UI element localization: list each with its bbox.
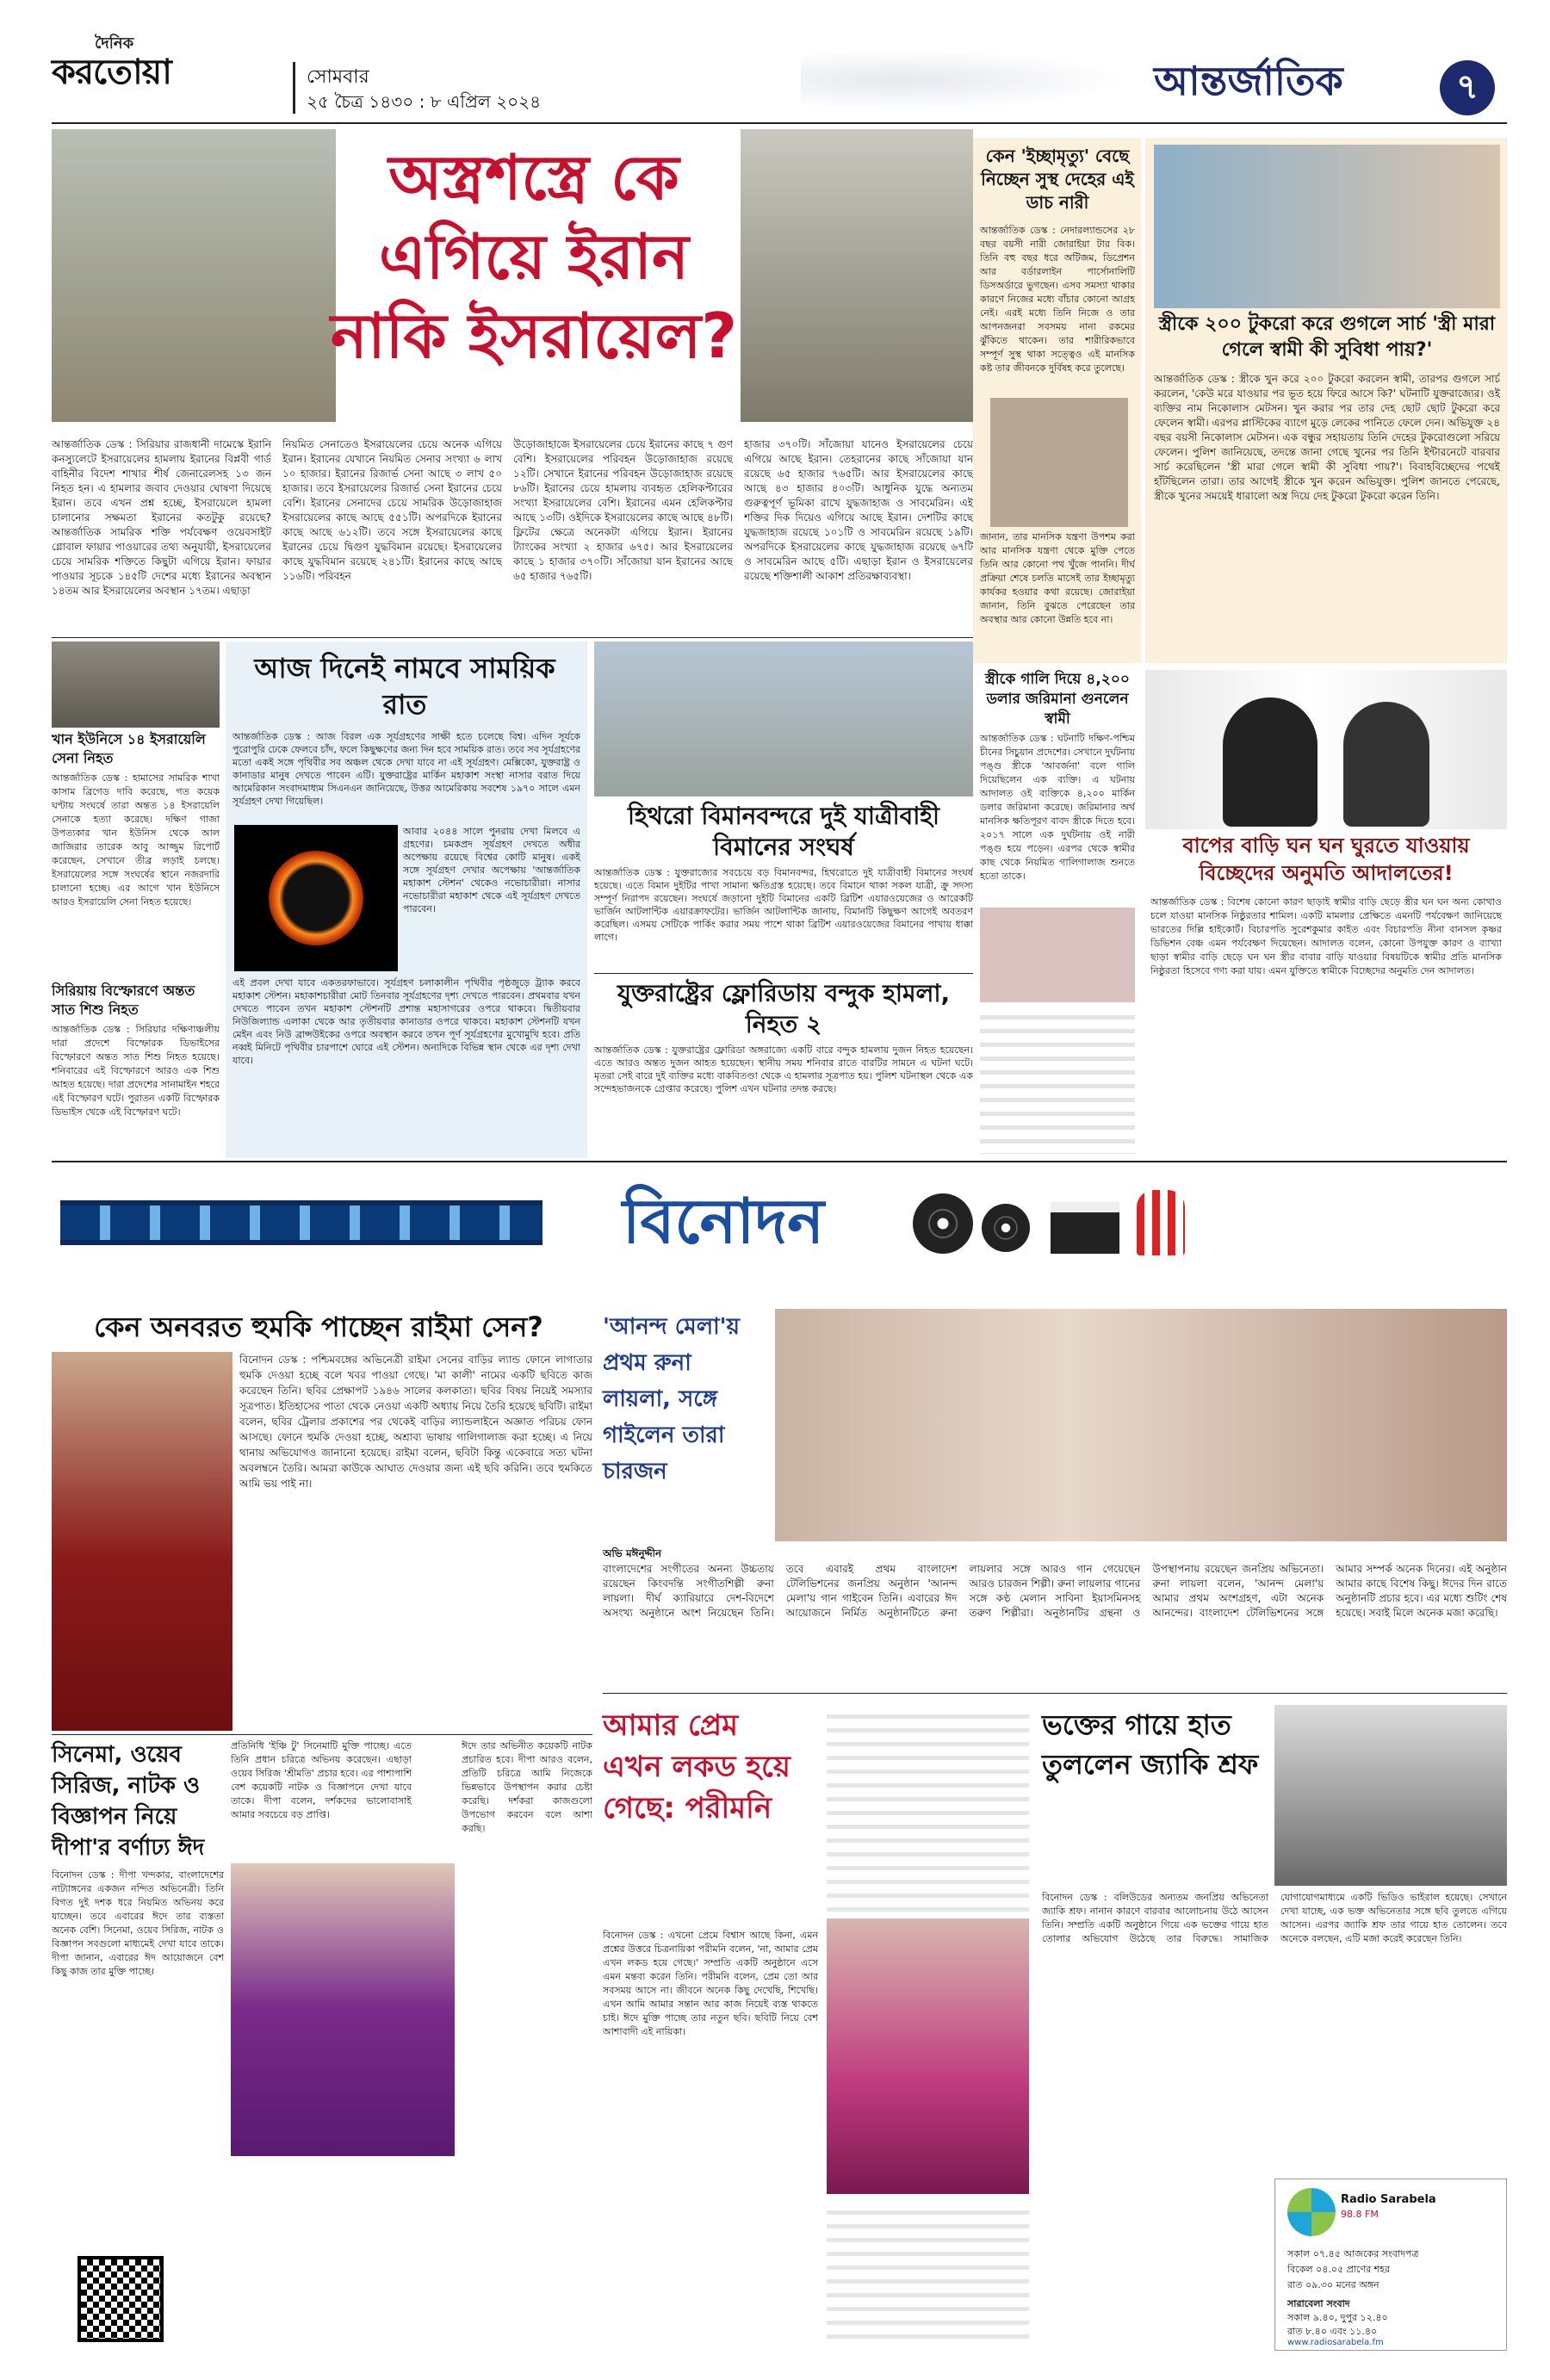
porimoni-body-cont bbox=[827, 1705, 1029, 1912]
couple-photo bbox=[1154, 145, 1500, 308]
abuse-body: আন্তর্জাতিক ডেস্ক : ঘটনাটি দক্ষিণ-পশ্চিম চীনের সিচুয়ান প্রদেশের। সেখানে দুর্ঘটনায় পঙ্গু স্ত্রীকে 'আবর্জনা' বলে গালি দিয়েছিলেন এক ব্যক্তি। এ ঘটনায় আদালত ওই ব্যক্তিকে ৪,২০০ মার্কিন ডলার জরিমানা করেছে। জরিমানার অর্থ মানসিক ক্ষতিপূরণ বাবদ স্ত্রীকে দিতে হবে। ২০১৭ সালে এক দুর্ঘটনায় ওই নারী পঙ্গু হয়ে পড়েন। এরপর থেকে স্বামীর কাছ থেকে নিয়মিত গালিগালাজ শুনতে হতো তাকে। bbox=[980, 733, 1135, 882]
porimoni-body-cont-2 bbox=[827, 2201, 1029, 2342]
paper-name: করতোয়া bbox=[52, 53, 171, 92]
dipa-photo bbox=[231, 1863, 455, 2156]
silhouette-photo bbox=[1145, 670, 1507, 829]
silhouette-woman bbox=[1343, 702, 1429, 827]
jackie-headline: ভক্তের গায়ে হাত তুললেন জ্যাকি শ্রফ bbox=[1042, 1708, 1259, 1781]
khan-younis-body: আন্তর্জাতিক ডেস্ক : হামাসের সামরিক শাখা কাসাম ব্রিগেড দাবি করেছে, গত কয়েক ঘণ্টায় সংঘর্ষে তারা অন্তত ১৪ ইসরায়েলি সেনাকে হত্যা করেছে। দক্ষিণ গাজা উপত্যকার খান ইউনিস থেকে আল জাজিরার তারেক আবু আজ্জুম রিপোর্ট করেছেন, সেখানে তীব্র লড়াই চলছে। ইসরায়েলের সঙ্গে সংঘর্ষের স্থানে নজরদারি চালানো হচ্ছে। এর আগে খান ইউনিসে আরও ইসরায়েলি সেনা নিহত হয়েছে। bbox=[52, 772, 220, 908]
runa-rule bbox=[603, 1693, 1507, 1694]
masthead bbox=[0, 0, 1550, 121]
soldier-photo-left bbox=[52, 129, 336, 422]
masthead-divider bbox=[293, 62, 295, 114]
runa-headline-box bbox=[603, 1309, 766, 1541]
dipa-body-3: ঈদে তার অভিনীত কয়েকটি নাটক প্রচারিত হবে। দীপা আরও বলেন, প্রতিটি চরিত্রে আমি নিজেকে ভিন্নভাবে উপস্থাপন করার চেষ্টা করেছি। দর্শকরা কাজগুলো উপভোগ করবেন বলে আশা করছি। bbox=[462, 1740, 592, 1834]
film-reel-icon-2 bbox=[982, 1204, 1030, 1252]
war-photo bbox=[52, 641, 220, 728]
lead-col-1: আন্তর্জাতিক ডেস্ক : সিরিয়ার রাজধানী দামেস্কে ইরানি কনস্যুলেটে ইসরায়েলের হামলায় ইরানের বিপ্লবী গার্ড বাহিনীর বিদেশ শাখার শীর্ষ জেনারেলসহ ১৩ জন নিহত হন। এ হামলার জবাব দেওয়ার ঘোষণা দিয়েছে ইরান। তবে এখন প্রশ্ন হচ্ছে, ইসরায়েলে হামলা চালানোর সক্ষমতা ইরানের কতটুকু রয়েছে? আন্তর্জাতিক সামরিক শক্তি পর্যবেক্ষণ ওয়েবসাইট গ্লোবাল ফায়ার পাওয়ারের তথ্য অনুযায়ী, ইসরায়েলের চেয়ে সামরিক শক্তিতে কিছুটা এগিয়ে ইরান। ফায়ার পাওয়ার সূচকে ১৪৫টি দেশের মধ্যে ইরানের অবস্থান ১৪তম আর ইসরায়েলের অবস্থান ১৭তম। এছাড়া bbox=[52, 438, 271, 597]
radio-schedule-1: সকাল ০৭.৪৫ আজকের সংবাদপত্র bbox=[1287, 2248, 1419, 2259]
lead-col-2: নিয়মিত সেনাতেও ইসরায়েলের চেয়ে অনেক এগিয়ে ইরান। ইরানের যেখানে নিয়মিত সেনার সংখ্যা ৬ লাখ ১০ হাজার। ইরানের রিজার্ভ সেনা আছে ৩ লাখ ৫০ হাজার। তবে ইসরায়েলের রিজার্ভ সেনা ইরানের চেয়ে বেশি। ইরানের সেনাদের চেয়ে সামরিক উড়োজাহাজ ইসরায়েলের কাছে আছে ৫৫১টি। অপরদিকে ইরানের কাছে আছে ৬১২টি। তবে সঙ্গে ইসরায়েলের কাছে ইরানের চেয়ে দ্বিগুণ যুদ্ধবিমান রয়েছে। ইসরায়েলের কাছে যুদ্ধবিমান রয়েছে ২৪১টি। ইরানের কাছে আছে ১১৬টি। পরিবহন bbox=[282, 438, 502, 582]
radio-schedule-2: বিকেল ০৪.০৫ প্রাণের শহর bbox=[1287, 2264, 1391, 2275]
abuse-body-cont bbox=[980, 1006, 1135, 1154]
page-number: ৭ bbox=[1440, 60, 1495, 115]
issue-day: সোমবার bbox=[307, 66, 369, 88]
lead-col-4: হাজার ৩৭০টি। সাঁজোয়া যানেও ইসরায়েলের চেয়ে এগিয়ে আছে ইরান। তেহরানের কাছে সাঁজোয়া যান রয়েছে ৬৫ হাজার ৭৬৫টি। আর ইসরায়েলের কাছে আছে ৪৩ হাজার ৪০৩টি। আধুনিক যুদ্ধে অন্যতম গুরুত্বপূর্ণ ভূমিকা রাখে যুদ্ধজাহাজ ও সাবমেরিন। এই শক্তির দিক দিয়েও এগিয়ে আছে ইরান। দেশটির কাছে যুদ্ধজাহাজ রয়েছে ১০১টি ও সাবমেরিন রয়েছে ১৯টি। অপরদিকে ইসরায়েলের কাছে যুদ্ধজাহাজ রয়েছে ৬৭টি ও সাবমেরিন আছে ৫টি। এছাড়া ইরান ও ইসরায়েলের রয়েছে শক্তিশালী আকাশ প্রতিরক্ষাব্যবস্থা। bbox=[744, 438, 973, 582]
radio-news-title: সারাবেলা সংবাদ bbox=[1287, 2298, 1350, 2309]
issue-date: ২৫ চৈত্র ১৪৩০ : ৮ এপ্রিল ২০২৪ bbox=[307, 91, 542, 112]
eclipse-corona bbox=[269, 851, 363, 945]
runa-headline: 'আনন্দ মেলা'য় প্রথম রুনা লায়লা, সঙ্গে গাইলেন তারা চারজন bbox=[603, 1314, 740, 1484]
raima-body: বিনোদন ডেস্ক : পশ্চিমবঙ্গের অভিনেত্রী রাইমা সেনের বাড়ির ল্যান্ড ফোনে লাগাতার হুমকি দেওয়া হচ্ছে বলে খবর পাওয়া গেছে। 'মা কালী' নামের একটি ছবিতে কাজ করেছেন তিনি। ছবির প্রেক্ষাপট ১৯৪৬ সালের কলকাতা। ছবির বিষয় নিয়েই সমস্যার সূত্রপাত। ইতিহাসের পাতা থেকে নেওয়া একটি অধ্যায় নিয়ে তৈরি হয়েছে ছবিটি। রাইমা বলেন, ছবির ট্রেলার প্রকাশের পর থেকেই বাড়ির ল্যান্ডলাইনে অজ্ঞাত পরিচয় ফোন আসছে। ফোনে হুমকি দেওয়া হচ্ছে, অশ্রাব্য ভাষায় গালিগালাজ করা হচ্ছে। এ নিয়ে থানায় অভিযোগও জানানো হয়েছে। রাইমা বলেন, ছবিটা কিন্তু একেবারে সত্য ঘটনা অবলম্বনে তৈরি। আমরা কাউকে আঘাত দেওয়ার জন্য এই ছবি করিনি। তবে হুমকিতে আমি ভয় পাই না। bbox=[239, 1354, 592, 1490]
lead-col-3: উড়োজাহাজে ইসরায়েলের চেয়ে ইরানের কাছে ৭ গুণ বেশি। ইসরায়েলের পরিবহন উড়োজাহাজ রয়েছে ১২টি। সেখানে ইরানের পরিবহন উড়োজাহাজ রয়েছে ৮৬টি। ইরানের চেয়ে হামলায় ব্যবহৃত হেলিকপ্টারের সংখ্যা ইসরায়েলের বেশি। ইরানের এমন হেলিকপ্টার আছে ১৩টি। ওইদিকে ইসরায়েলের কাছে আছে ৪৮টি। ফ্লিটের ক্ষেত্রে অনেকটা এগিয়ে ইরান। ইরানের ট্যাংকের সংখ্যা ২ হাজার ৬৭৫। আর ইসরায়েলের কাছে ১ হাজার ৩৭০টি। সাঁজোয়া যান ইরানের আছে ৬৫ হাজার ৭৬৫টি। bbox=[513, 438, 733, 582]
euthanasia-body-1: আন্তর্জাতিক ডেস্ক : নেদারল্যান্ডসের ২৮ বছর বয়সী নারী জোরাইয়া টার বিক। তিনি বহু বছর ধরে অটিজম, ডিপ্রেশন আর বর্ডারলাইন পার্সোনালিটি ডিসঅর্ডারে ভুগছেন। এসব সমস্যা থাকার কারণে নিজের মধ্যে বাঁচার কোনো আগ্রহ নেই। এরই মধ্যে তিনি নিজে ও তার আপনজনরা সবসময় নানা রকমের ঝুঁকিতে থাকেন। তার শারীরিকভাবে সম্পূর্ণ সুস্থ থাকা সত্ত্বেও এই মানসিক কষ্ট তার জীবনকে দুর্বিষহ করে তুলেছে। bbox=[980, 225, 1135, 374]
popcorn-icon bbox=[1137, 1190, 1185, 1255]
raima-photo bbox=[52, 1352, 232, 1731]
heathrow-headline: হিথরো বিমানবন্দরে দুই যাত্রীবাহী বিমানের সংঘর্ষ bbox=[627, 802, 940, 861]
eclipse-photo bbox=[234, 825, 398, 971]
section-title: আন্তর্জাতিক bbox=[1154, 58, 1343, 104]
radio-frequency: 98.8 FM bbox=[1341, 2209, 1379, 2220]
radio-news-times: সকাল ৯.৪০, দুপুর ১২.৪০ bbox=[1287, 2312, 1388, 2323]
dipa-headline: সিনেমা, ওয়েব সিরিজ, নাটক ও বিজ্ঞাপন নিয়ে দীপা'র বর্ণাঢ্য ঈদ bbox=[52, 1742, 205, 1861]
paper-name-small: দৈনিক bbox=[95, 34, 134, 53]
abuse-photo bbox=[980, 908, 1135, 1002]
entertainment-banner bbox=[60, 1181, 1507, 1264]
radio-schedule-3: রাত ০৯.৩০ মনের অঙ্গন bbox=[1287, 2279, 1380, 2290]
search-headline: স্ত্রীকে ২০০ টুকরো করে গুগলে সার্চ 'স্ত্রী মারা গেলে স্বামী কী সুবিধা পায়?' bbox=[1158, 313, 1496, 361]
soldier-photo-right bbox=[741, 129, 973, 422]
international-bottom-rule bbox=[52, 1161, 1507, 1162]
khan-younis-headline: খান ইউনিসে ১৪ ইসরায়েলি সেনা নিহত bbox=[52, 731, 206, 766]
lead-headline: অস্ত্রশস্ত্রে কে এগিয়ে ইরান নাকি ইসরায়েল? bbox=[330, 141, 738, 372]
heathrow-rule bbox=[594, 973, 973, 974]
syria-headline: সিরিয়ায় বিস্ফোরণে অন্তত সাত শিশু নিহত bbox=[52, 982, 195, 1018]
euthanasia-photo bbox=[990, 398, 1128, 527]
jackie-photo bbox=[1274, 1705, 1507, 1886]
porimoni-photo bbox=[827, 1918, 1029, 2194]
film-reel-icon bbox=[913, 1193, 973, 1254]
porimoni-body: বিনোদন ডেস্ক : এখনো প্রেমে বিশ্বাস আছে কিনা, এমন প্রশ্নের উত্তরে চিত্রনায়িকা পরীমনি বলেন, 'না, আমার প্রেম এখন লকড হয়ে গেছে।' সম্প্রতি একটি অনুষ্ঠানে এসে এমন মন্তব্য করেন তিনি। পরীমনি বলেন, প্রেম তো আর সবসময় আসে না। জীবনে অনেক কিছু দেখেছি, শিখেছি। এখন আমি আমার সন্তান আর কাজ নিয়েই ব্যস্ত থাকতে চাই। ঈদে মুক্তি পাচ্ছে তার নতুন ছবি। ছবিটি নিয়ে বেশ আশাবাদী এই নায়িকা। bbox=[603, 1930, 818, 2037]
eclipse-body-2: আবার ২০৪৪ সালে পুনরায় দেখা মিলবে এ গ্রহণের। চমকপ্রদ সূর্যগ্রহণ দেখতে অধীর অপেক্ষায় রয়েছে বিশ্বের কোটি মানুষ। একই সঙ্গে সূর্যগ্রহণ দেখার অপেক্ষায় 'আন্তর্জাতিক মহাকাশ স্টেশন' থেকেও নভোচারীরা। নাসার নভোচারীরা মহাকাশ থেকে এই সূর্যগ্রহণ দেখতে পারবেন। bbox=[403, 826, 580, 914]
euthanasia-body-2: জানান, তার মানসিক যন্ত্রণা উপশম করা আর মানসিক যন্ত্রণা থেকে মুক্তি পেতে তিনি আর কোনো পথ খুঁজে পাননি। দীর্ঘ প্রক্রিয়া শেষে চলতি মাসেই তার ইচ্ছামৃত্যু কার্যকর হওয়ার কথা রয়েছে। জোরাইয়া জানান, তিনি বুঝতে পেরেছেন তার অবস্থার আর কোনো উন্নতি হবে না। bbox=[980, 531, 1135, 625]
abuse-headline: স্ত্রীকে গালি দিয়ে ৪,২০০ ডলার জরিমানা গুনলেন স্বামী bbox=[985, 671, 1130, 728]
florida-body: আন্তর্জাতিক ডেস্ক : যুক্তরাষ্ট্রের ফ্লোরিডা অঙ্গরাজ্যে একটি বারে বন্দুক হামলায় দুজন নিহত হয়েছেন। এতে আরও অন্তত দুজন আহত হয়েছেন। স্থানীয় সময় শনিবার রাতে বারটির সামনে এ ঘটনা ঘটে। মৃতরা সেই বারে দুই ব্যক্তির মধ্যে বাকবিতণ্ডা থেকে এ হামলার সূত্রপাত হয়। পুলিশ ঘটনাস্থল থেকে এক সন্দেহভাজনকে গ্রেপ্তার করেছে। পুলিশ এখন ঘটনার তদন্ত করছে। bbox=[594, 1044, 973, 1094]
raima-headline: কেন অনবরত হুমকি পাচ্ছেন রাইমা সেন? bbox=[94, 1311, 543, 1343]
runa-body: বাংলাদেশের সংগীতের অনন্য উচ্চতায় রয়েছেন কিংবদন্তি সংগীতশিল্পী রুনা লায়লা। দীর্ঘ ক্যারিয়ারে দেশ-বিদেশে অসংখ্য অনুষ্ঠানে অংশ নিয়েছেন তিনি। তবে এবারই প্রথম বাংলাদেশ টেলিভিশনের জনপ্রিয় অনুষ্ঠান 'আনন্দ মেলা'য় গান গাইবেন তিনি। এবারের ঈদ আয়োজনে নির্মিত অনুষ্ঠানটিতে রুনা লায়লার সঙ্গে আরও গান গেয়েছেন আরও চারজন শিল্পী। রুনা লায়লার গানের সঙ্গে কণ্ঠ মেলান সাবিনা ইয়াসমিনসহ তরুণ শিল্পীরা। অনুষ্ঠানটির গ্রন্থনা ও উপস্থাপনায় রয়েছেন জনপ্রিয় অভিনেতা। রুনা লায়লা বলেন, 'আনন্দ মেলা'য় আমার প্রথম অংশগ্রহণ, এটা অনেক আনন্দের। বাংলাদেশ টেলিভিশনের সঙ্গে আমার সম্পর্ক অনেক দিনের। এই অনুষ্ঠান আমার কাছে বিশেষ কিছু। ঈদের দিন রাতে অনুষ্ঠানটি প্রচার হবে। এর মধ্যে শুটিং শেষ হয়েছে। সবাই মিলে অনেক মজা করেছি। bbox=[603, 1563, 1507, 1619]
film-strip-left bbox=[60, 1200, 542, 1245]
banner-title: বিনোদন bbox=[622, 1185, 825, 1257]
lead-bottom-rule bbox=[52, 637, 973, 638]
dipa-body-2: প্রতিনিধি 'ইঞ্চি টু' সিনেমাটি মুক্তি পাচ্ছে। এতে তিনি প্রধান চরিত্রে অভিনয় করেছেন। এছাড়া ওয়েব সিরিজ 'শ্রীমতি' প্রচার হবে। এর পাশাপাশি বেশ কয়েকটি নাটক ও বিজ্ঞাপনে দেখা যাবে তাকে। দীপা বলেন, দর্শকদের ভালোবাসাই আমার সবচেয়ে বড় প্রাপ্তি। bbox=[231, 1740, 412, 1820]
eclipse-body-1: আন্তর্জাতিক ডেস্ক : আজ বিরল এক সূর্যগ্রহণের সাক্ষী হতে চলেছে বিশ্ব। এদিন সূর্যকে পুরোপুরি ঢেকে ফেলবে চাঁদ, ফলে কিছুক্ষণের জন্য দিন হবে সাময়িক রাত। তবে সব সূর্যগ্রহণের মতো একই সঙ্গে পৃথিবীর সব অঞ্চল থেকে দেখা যাবে না এই সূর্যগ্রহণ। মেক্সিকো, যুক্তরাষ্ট্র ও কানাডার মানুষ দেখতে পাবেন এটি। যুক্তরাষ্ট্রের মার্কিন মহাকাশ সংস্থা নাসার বরাত দিয়ে আমেরিকান সংবাদমাধ্যম সিএনএন জানিয়েছে, উত্তর আমেরিকায় সবশেষ ১৯৭০ সালে এমন সূর্যগ্রহণ দেখা গিয়েছিল। bbox=[232, 731, 580, 807]
clapperboard-icon bbox=[1051, 1202, 1119, 1254]
euthanasia-headline: কেন 'ইচ্ছামৃত্যু' বেছে নিচ্ছেন সুস্থ দেহের এই ডাচ নারী bbox=[981, 146, 1134, 213]
runa-byline: অভি মঈনুদ্দীন bbox=[603, 1547, 662, 1559]
radio-logo-icon bbox=[1287, 2188, 1336, 2236]
raima-rule bbox=[52, 1734, 592, 1735]
jackie-body: বিনোদন ডেস্ক : বলিউডের অন্যতম জনপ্রিয় অভিনেতা জ্যাকি শ্রফ। নানান কারণে বারবার আলোচনায় উঠে আসেন তিনি। সম্প্রতি একটি অনুষ্ঠানে গিয়ে এক ভক্তের গায়ে হাত তোলার অভিযোগ উঠেছে তার বিরুদ্ধে। সামাজিক যোগাযোগমাধ্যমে একটি ভিডিও ভাইরাল হয়েছে। সেখানে দেখা যাচ্ছে, এক ভক্ত অভিনেতার সঙ্গে ছবি তুলতে এগিয়ে আসেন। এরপর জ্যাকি শ্রফ তার গায়ে হাত তোলেন। তবে অনেকে বলছেন, এটি মজা করেই করেছেন তিনি। bbox=[1042, 1892, 1507, 1944]
search-body: আন্তর্জাতিক ডেস্ক : স্ত্রীকে খুন করে ২০০ টুকরো করলেন স্বামী, তারপর গুগলে সার্চ করলেন, 'কেউ মরে যাওয়ার পর ভূত হয়ে ফিরে আসে কি?' ঘটনাটি যুক্তরাজ্যের। ওই ব্যক্তির নাম নিকোলাস মেটসন। খুন করার পর তার দেহ ছোট ছোট টুকরো করে ফেলেন স্বামী। এরপর প্লাস্টিকের ব্যাগে মুড়ে লেকের পানিতে ফেলে দেন। অভিযুক্ত ২৪ বছর বয়সী নিকোলাস মেটসন। এক বন্ধুর সহায়তায় তিনি দেহের টুকরোগুলো সরিয়ে ফেলেন। পুলিশ জানিয়েছে, তদন্তে জানা গেছে খুনের পর তিনি ইন্টারনেটে বারবার সার্চ করেছিলেন 'স্ত্রী মারা গেলে স্বামী কী সুবিধা পায়?'। বিবাহবিচ্ছেদের পথেই হাঁটছিলেন তারা। তার আগেই স্ত্রীকে খুন করেন অভিযুক্ত। পুলিশ জানতে পেরেছে, স্ত্রীকে খুনের সময়েই ধারালো অস্ত্র দিয়ে দেহ টুকরো টুকরো করেন তিনি। bbox=[1154, 373, 1500, 502]
heathrow-body: আন্তর্জাতিক ডেস্ক : যুক্তরাজ্যের সবচেয়ে বড় বিমানবন্দর, হিথরোতে দুই যাত্রীবাহী বিমানের সংঘর্ষ হয়েছে। এতে বিমান দুইটির পাখা সামান্য ক্ষতিগ্রস্ত হয়েছে। তবে বিমানে থাকা সকল যাত্রী, ক্রু সদস্য সম্পূর্ণ নিরাপদ রয়েছেন। সংঘর্ষে জড়ানো দুইটি বিমানের একটি ব্রিটিশ এয়ারওয়েজের ও আরেকটি ভার্জিন আটলান্টিক এয়ারক্রাফটের। ভার্জিন আটলান্টিক জানায়, বিমানটি কিছুক্ষণ আগেই অবতরণ করেছিল। এসময় সেটিকে পার্কিং করার সময় পাশে থাকা ব্রিটিশ এয়ারওয়েজের বিমানের পাখায় ধাক্কা লাগে। bbox=[594, 867, 973, 943]
radio-name: Radio Sarabela bbox=[1341, 2193, 1436, 2206]
eclipse-headline: আজ দিনেই নামবে সাময়িক রাত bbox=[254, 652, 555, 721]
dipa-body-1: বিনোদন ডেস্ক : দীপা খন্দকার, বাংলাদেশের নাট্যাঙ্গনের একজন নন্দিত অভিনেত্রী। তিনি বিগত দুই দশক ধরে নিয়মিত অভিনয় করে যাচ্ছেন। তবে এবারের ঈদে তার ব্যস্ততা অনেক বেশি। সিনেমা, ওয়েব সিরিজ, নাটক ও বিজ্ঞাপন সবগুলো মাধ্যমেই দেখা যাবে তাকে। দীপা জানান, এবারের ঈদ আয়োজনে বেশ কিছু কাজ তার মুক্তি পাচ্ছে। bbox=[52, 1869, 224, 1977]
eclipse-body-3: এই প্রবল দেখা যাবে একতরফাভাবে। সূর্যগ্রহণ চলাকালীন পৃথিবীর পৃষ্ঠজুড়ে ট্র্যাক করবে মহাকাশ স্টেশন। মহাকাশচারীরা মোট তিনবার সূর্যগ্রহণের দৃশ্য দেখতে পারবেন। প্রথমবার যখন দেখতে পাবেন তখন মহাকাশ স্টেশনটি প্রশান্ত মহাসাগরের ওপরে থাকবে। দ্বিতীয়বার নিউজিল্যান্ড এলাকা থেকে আর তৃতীয়বার কানাডার ওপরে থাকবে। মহাকাশ স্টেশনটি যখন মেইন এবং নিউ ব্রান্সউইকের ওপরে অবস্থান করবে তখন পূর্ণ সূর্যগ্রহণের মুখোমুখি হবে। প্রতি নব্বই মিনিটে পৃথিবীর চারপাশে ঘোরে এই স্টেশন। অন্যদিকে বিভিন্ন স্থান থেকে এর দৃশ্য দেখা যাবে। bbox=[232, 977, 580, 1066]
radio-ad bbox=[1274, 2179, 1507, 2351]
runa-group-photo bbox=[775, 1309, 1507, 1541]
qr-code bbox=[78, 2256, 164, 2342]
florida-headline: যুক্তরাষ্ট্রের ফ্লোরিডায় বন্দুক হামলা, নিহত ২ bbox=[617, 979, 951, 1038]
radio-news-times-2: রাত ৮.৪০ এবং ১১.৪০ bbox=[1287, 2326, 1378, 2337]
syria-body: আন্তর্জাতিক ডেস্ক : সিরিয়ার দক্ষিণাঞ্চলীয় দারা প্রদেশে বিস্ফোরক ডিভাইসের বিস্ফোরণে অন্তত সাত শিশু নিহত হয়েছে। শনিবারের এই বিস্ফোরণে আরও এক শিশু আহত হয়েছে। দারা প্রদেশের সানামাইন শহরে এই বিস্ফোরণ ঘটে। পুরাতন একটি বিস্ফোরক ডিভাইস থেকে এই বিস্ফোরণ ঘটে। bbox=[52, 1024, 220, 1118]
visit-headline: বাপের বাড়ি ঘন ঘন ঘুরতে যাওয়ায় বিচ্ছেদের অনুমতি আদালতের! bbox=[1182, 834, 1470, 885]
porimoni-headline: আমার প্রেম এখন লকড হয়ে গেছে: পরীমনি bbox=[603, 1708, 790, 1825]
world-map-watermark bbox=[801, 50, 1128, 110]
silhouette-man bbox=[1223, 697, 1318, 827]
radio-url[interactable]: www.radiosarabela.fm bbox=[1287, 2338, 1384, 2347]
visit-body: আন্তর্জাতিক ডেস্ক : বিশেষ কোনো কারণ ছাড়াই স্বামীর বাড়ি ছেড়ে স্ত্রীর ঘন ঘন অন্য কোথাও চলে যাওয়া মানসিক নিষ্ঠুরতার শামিল। একটি মামলার প্রেক্ষিতে এমনটি পর্যবেক্ষণ জানিয়েছে ভারতের দিল্লি হাইকোর্ট। বিচারপতি সুরেশকুমার কাইত এবং বিচারপতি নীনা বানসল কৃষ্ণর ডিভিশন বেঞ্চ এমন পর্যবেক্ষণ দিয়েছেন। আদালত বলেন, কোনো উপযুক্ত কারণ ও ব্যাখ্যা ছাড়া স্বামীর বাড়ি ছেড়ে ঘন ঘন স্ত্রীর বাবার বাড়ি যাওয়ার বিষয়টিকে স্বামীর প্রতি মানসিক নিষ্ঠুরতা হিসেবে গণ্য করা যায়। এমন যুক্তিতে স্বামীকে বিচ্ছেদের অনুমতি দেন আদালত। bbox=[1150, 896, 1502, 976]
airport-photo bbox=[594, 641, 973, 796]
masthead-bottom-rule bbox=[52, 122, 1507, 124]
